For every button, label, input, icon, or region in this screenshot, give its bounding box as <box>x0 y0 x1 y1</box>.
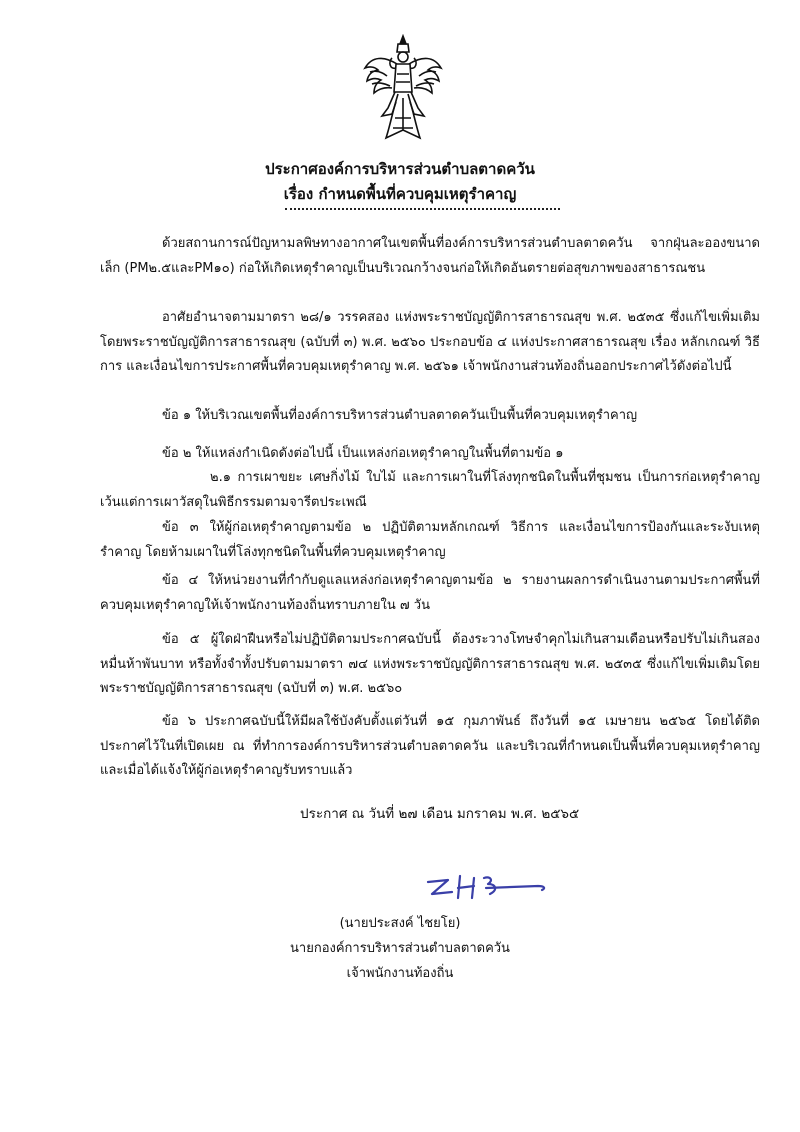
signer-role: เจ้าพนักงานท้องถิ่น <box>346 966 454 981</box>
garuda-emblem-icon <box>362 34 444 146</box>
clause-2: ข้อ ๒ ให้แหล่งกำเนิดดังต่อไปนี้ เป็นแหล่งก่อเหตุรำคาญในพื้นที่ตามข้อ ๑ <box>162 446 564 461</box>
document-title: ประกาศองค์การบริหารส่วนตำบลตาดควัน <box>265 160 535 178</box>
signer-name: (นายประสงค์ ไชยโย) <box>339 916 461 931</box>
announcement-date: ประกาศ ณ วันที่ ๒๗ เดือน มกราคม พ.ศ. ๒๕๖๕ <box>300 806 580 822</box>
title-divider <box>285 208 560 210</box>
clause-2-1: ๒.๑ การเผาขยะ เศษกิ่งไม้ ใบไม้ และการเผาในที่โล่งทุกชนิดในพื้นที่ชุมชน เป็นการก่อเหตุรำคาญ เว้นแต่การเผาวัสดุในพิธีกรรมตามจารีตประเพณี <box>100 470 760 510</box>
paragraph-intro: ด้วยสถานการณ์ปัญหามลพิษทางอากาศในเขตพื้นที่องค์การบริหารส่วนตำบลตาดควัน จากฝุ่นละอองขนาดเล็ก (PM๒.๕และPM๑๐) ก่อให้เกิดเหตุรำคาญเป็นบริเวณกว้างจนก่อให้เกิดอันตรายต่อสุขภาพของสาธารณชน <box>100 236 760 276</box>
document-subject: เรื่อง กำหนดพื้นที่ควบคุมเหตุรำคาญ <box>283 185 517 203</box>
handwritten-signature <box>418 870 558 906</box>
clause-6: ข้อ ๖ ประกาศฉบับนี้ให้มีผลใช้บังคับตั้งแต่วันที่ ๑๕ กุมภาพันธ์ ถึงวันที่ ๑๕ เมษายน ๒๕๖๕ โดยได้ติดประกาศไว้ในที่เปิดเผย ณ ที่ทำการองค์การบริหารส่วนตำบลตาดควัน และบริเวณที่กำหนดเป็นพื้นที่ควบคุมเหตุรำคาญ และเมื่อได้แจ้งให้ผู้ก่อเหตุรำคาญรับทราบแล้ว <box>100 714 760 778</box>
clause-1: ข้อ ๑ ให้บริเวณเขตพื้นที่องค์การบริหารส่วนตำบลตาดควันเป็นพื้นที่ควบคุมเหตุรำคาญ <box>162 408 638 423</box>
paragraph-authority: อาศัยอำนาจตามมาตรา ๒๘/๑ วรรคสอง แห่งพระราชบัญญัติการสาธารณสุข พ.ศ. ๒๕๓๕ ซึ่งแก้ไขเพิ่มเติมโดยพระราชบัญญัติการสาธารณสุข (ฉบับที่ ๓) พ.ศ. ๒๕๖๐ ประกอบข้อ ๔ แห่งประกาศสาธารณสุข เรื่อง หลักเกณฑ์ วิธีการ และเงื่อนไขการประกาศพื้นที่ควบคุมเหตุรำคาญ พ.ศ. ๒๕๖๑ เจ้าพนักงานส่วนท้องถิ่นออกประกาศไว้ดังต่อไปนี้ <box>100 310 760 374</box>
clause-4: ข้อ ๔ ให้หน่วยงานที่กำกับดูแลแหล่งก่อเหตุรำคาญตามข้อ ๒ รายงานผลการดำเนินงานตามประกาศพื้นที่ควบคุมเหตุรำคาญให้เจ้าพนักงานท้องถิ่นทราบภายใน ๗ วัน <box>100 573 760 613</box>
signer-position: นายกองค์การบริหารส่วนตำบลตาดควัน <box>290 941 510 956</box>
clause-3: ข้อ ๓ ให้ผู้ก่อเหตุรำคาญตามข้อ ๒ ปฏิบัติตามหลักเกณฑ์ วิธีการ และเงื่อนไขการป้องกันและระงับเหตุรำคาญ โดยห้ามเผาในที่โล่งทุกชนิดในพื้นที่ควบคุมเหตุรำคาญ <box>100 520 760 560</box>
clause-5: ข้อ ๕ ผู้ใดฝ่าฝืนหรือไม่ปฏิบัติตามประกาศฉบับนี้ ต้องระวางโทษจำคุกไม่เกินสามเดือนหรือปรับไม่เกินสองหมื่นห้าพันบาท หรือทั้งจำทั้งปรับตามมาตรา ๗๔ แห่งพระราชบัญญัติการสาธารณสุข พ.ศ. ๒๕๓๕ ซึ่งแก้ไขเพิ่มเติมโดยพระราชบัญญัติการสาธารณสุข (ฉบับที่ ๓) พ.ศ. ๒๕๖๐ <box>100 632 760 696</box>
